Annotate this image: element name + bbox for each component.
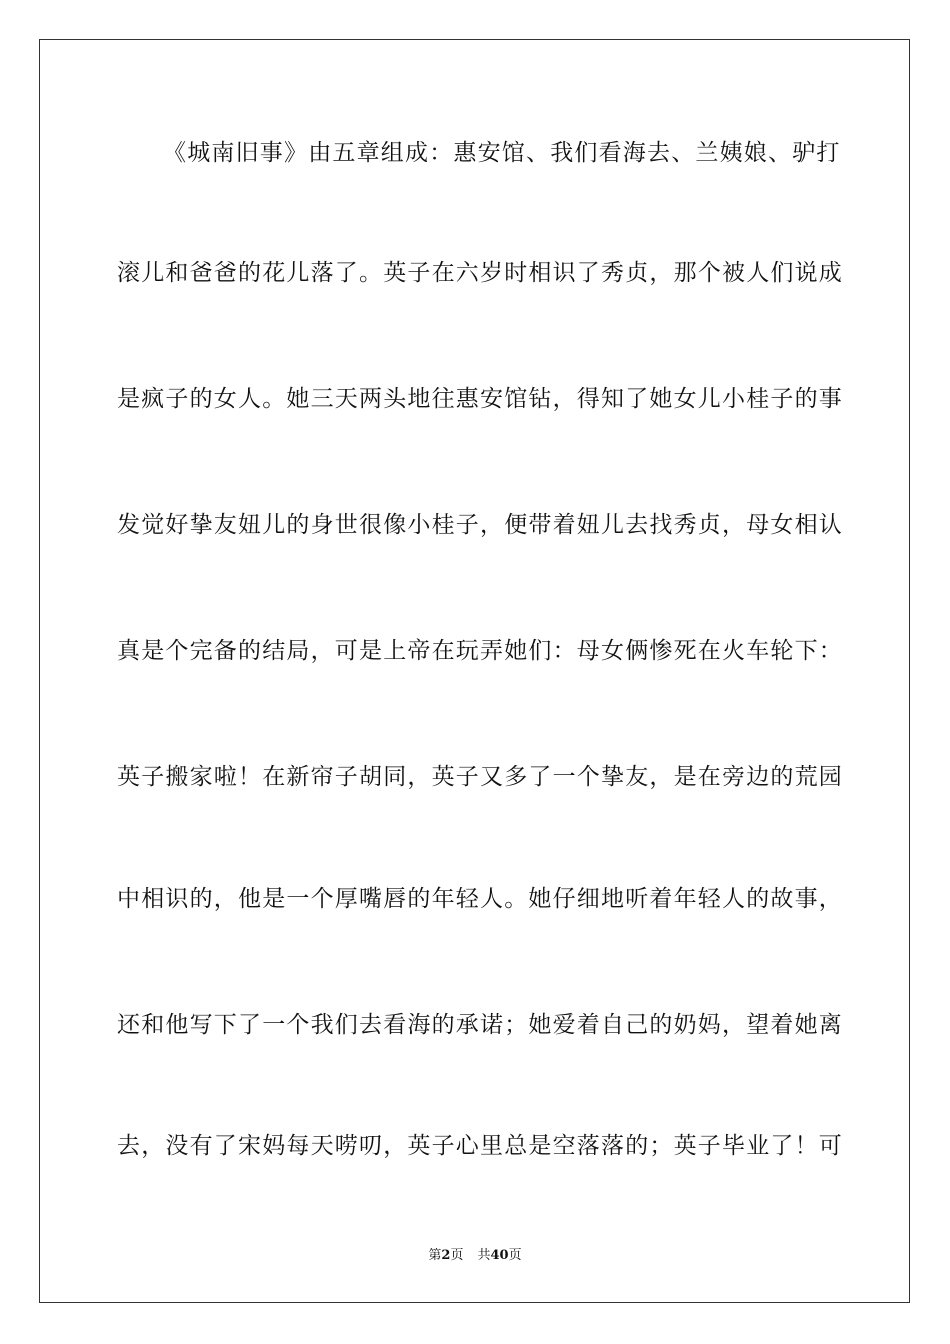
text-line-7: 中相识的，他是一个厚嘴唇的年轻人。她仔细地听着年轻人的故事， — [117, 886, 843, 912]
page-suffix: 页 — [450, 1248, 464, 1263]
text-line-6: 英子搬家啦！在新帘子胡同，英子又多了一个挚友，是在旁边的荒园 — [117, 764, 843, 790]
total-prefix: 共 — [477, 1248, 491, 1263]
text-line-9: 去，没有了宋妈每天唠叨，英子心里总是空落落的；英子毕业了！可 — [117, 1133, 843, 1159]
page-border — [39, 39, 910, 1303]
text-line-2: 滚儿和爸爸的花儿落了。英子在六岁时相识了秀贞，那个被人们说成 — [117, 260, 843, 286]
text-line-5: 真是个完备的结局，可是上帝在玩弄她们：母女俩惨死在火车轮下： — [117, 638, 843, 664]
total-pages: 40 — [490, 1248, 509, 1263]
text-line-3: 是疯子的女人。她三天两头地往惠安馆钻，得知了她女儿小桂子的事 — [117, 386, 843, 412]
page-number: 2 — [441, 1248, 451, 1263]
total-suffix: 页 — [508, 1248, 522, 1263]
text-line-1: 《城南旧事》由五章组成：惠安馆、我们看海去、兰姨娘、驴打 — [163, 140, 841, 166]
page-footer — [0, 1247, 950, 1265]
text-line-4: 发觉好挚友妞儿的身世很像小桂子，便带着妞儿去找秀贞，母女相认 — [117, 512, 843, 538]
page-prefix: 第 — [428, 1248, 442, 1263]
text-line-8: 还和他写下了一个我们去看海的承诺；她爱着自己的奶妈，望着她离 — [117, 1012, 843, 1038]
